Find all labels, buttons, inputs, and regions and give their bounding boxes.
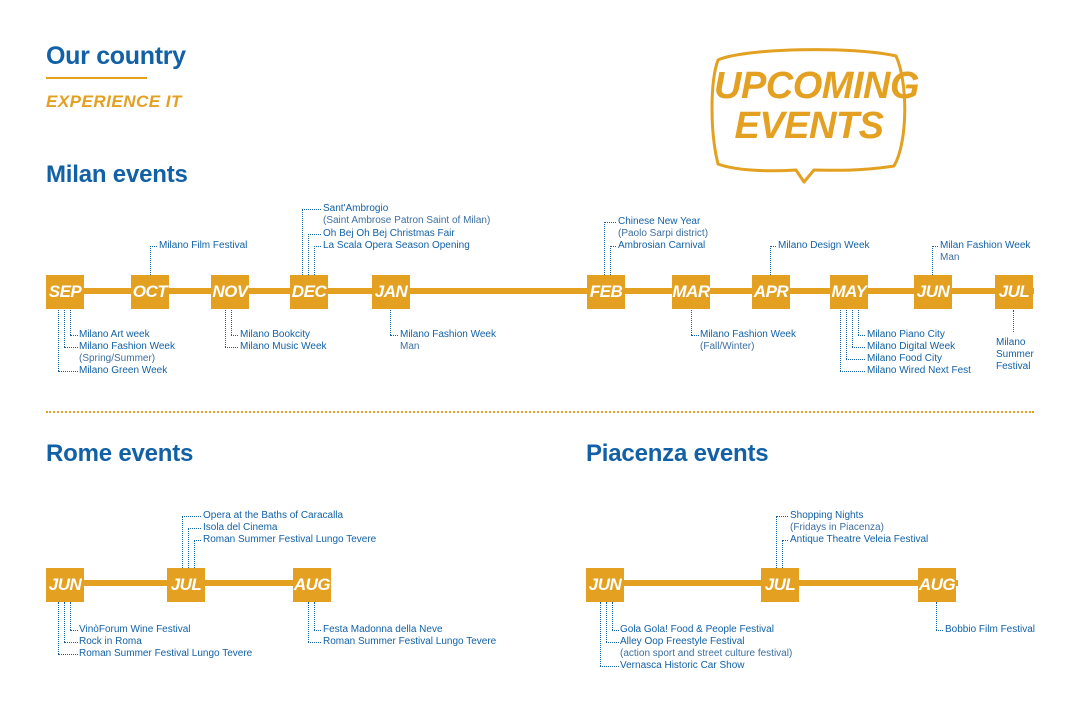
dotted-connector [231,310,232,335]
dotted-connector [610,246,611,275]
milan-month-may: MAY [830,275,868,309]
dotted-connector [314,630,321,631]
dotted-connector [610,246,616,247]
milan-month-jan: JAN [372,275,410,309]
milan-section-title: Milan events [46,161,188,188]
milan-month-jul: JUL [995,275,1033,309]
rome-jun-event: Roman Summer Festival Lungo Tevere [79,648,253,659]
dotted-connector [231,335,238,336]
rome-aug-event: Festa Madonna della Neve [323,624,443,635]
dotted-connector [604,222,605,275]
dotted-connector [604,222,616,223]
piacenza-month-jun: JUN [586,568,624,602]
dotted-connector [58,654,78,655]
rome-section-title: Rome events [46,440,194,467]
dotted-connector [150,246,157,247]
dotted-connector [150,246,151,275]
piacenza-jul-event: Shopping Nights [790,510,864,521]
milan-sep-event: Milano Green Week [79,365,168,376]
dotted-connector [194,540,195,568]
milan-mar-event: Milano Fashion Week [700,329,796,340]
dotted-connector [776,516,788,517]
dotted-connector [691,310,692,335]
dotted-connector [932,246,938,247]
dotted-connector [58,602,59,654]
milan-oct-event: Milano Film Festival [159,240,248,251]
dotted-connector [314,602,315,630]
upcoming-events-badge [714,65,919,147]
dotted-connector [302,209,321,210]
milan-month-sep: SEP [46,275,84,309]
dotted-connector [225,347,238,348]
milan-nov-event: Milano Music Week [240,341,327,352]
milan-feb-event: Chinese New Year [618,216,701,227]
dotted-connector [225,310,226,347]
dotted-connector [858,310,859,335]
rome-jul-event: Isola del Cinema [203,522,278,533]
milan-feb-event: Ambrosian Carnival [618,240,706,251]
dotted-connector [194,540,201,541]
milan-sep-event: Milano Fashion Week [79,341,175,352]
milan-month-mar: MAR [672,275,710,309]
piacenza-jun-event: Vernasca Historic Car Show [620,660,745,671]
rome-aug-event: Roman Summer Festival Lungo Tevere [323,636,497,647]
dotted-connector [936,602,937,630]
dotted-connector [858,335,865,336]
dotted-connector [612,630,619,631]
milan-jul-event: Summer [996,349,1034,360]
dotted-connector [58,371,78,372]
dotted-connector [600,666,619,667]
dotted-connector [70,310,71,335]
dotted-connector [182,516,201,517]
milan-month-dec: DEC [290,275,328,309]
milan-dec-event: La Scala Opera Season Opening [323,240,470,251]
rome-jun-event: VinòForum Wine Festival [79,624,191,635]
milan-dec-note: (Saint Ambrose Patron Saint of Milan) [323,215,491,226]
dotted-connector [64,310,65,347]
badge-line-1: UPCOMING [714,65,919,107]
dotted-connector [1013,310,1014,332]
piacenza-jul-note: (Fridays in Piacenza) [790,522,884,533]
page-subtitle: EXPERIENCE IT [46,92,182,111]
section-divider [46,411,1034,413]
dotted-connector [390,310,391,335]
milan-apr-event: Milano Design Week [778,240,870,251]
dotted-connector [314,246,321,247]
dotted-connector [852,347,865,348]
dotted-connector [840,310,841,371]
piacenza-jul-event: Antique Theatre Veleia Festival [790,534,929,545]
piacenza-month-aug: AUG [918,568,956,602]
dotted-connector [390,335,398,336]
milan-may-event: Milano Wired Next Fest [867,365,971,376]
dotted-connector [600,602,601,666]
piacenza-section-title: Piacenza events [586,440,769,467]
milan-may-event: Milano Digital Week [867,341,956,352]
piacenza-month-jul: JUL [761,568,799,602]
milan-jan-event: Milano Fashion Week [400,329,496,340]
milan-jul-event: Milano [996,337,1026,348]
dotted-connector [188,528,189,568]
milan-month-oct: OCT [131,275,169,309]
milan-sep-event: Milano Art week [79,329,150,340]
dotted-connector [770,246,776,247]
milan-month-nov: NOV [211,275,249,309]
dotted-connector [70,602,71,630]
piacenza-jun-note: (action sport and street culture festival) [620,648,793,659]
milan-month-apr: APR [752,275,790,309]
dotted-connector [840,371,865,372]
dotted-connector [302,209,303,275]
dotted-connector [852,310,853,347]
dotted-connector [846,359,865,360]
dotted-connector [606,602,607,642]
rome-month-aug: AUG [293,568,331,602]
rome-jun-event: Rock in Roma [79,636,142,647]
dotted-connector [308,234,309,275]
milan-may-event: Milano Food City [867,353,943,364]
milan-mar-note: (Fall/Winter) [700,341,755,352]
dotted-connector [58,310,59,371]
dotted-connector [932,246,933,275]
title-underline [46,77,147,79]
page-title: Our country [46,42,186,70]
dotted-connector [846,310,847,359]
dotted-connector [182,516,183,568]
milan-may-event: Milano Piano City [867,329,945,340]
milan-jun-event: Milan Fashion Week [940,240,1031,251]
dotted-connector [308,602,309,642]
dotted-connector [782,540,788,541]
dotted-connector [188,528,201,529]
piacenza-jun-event: Alley Oop Freestyle Festival [620,636,745,647]
milan-timeline-bar [46,288,1034,294]
milan-dec-event: Oh Bej Oh Bej Christmas Fair [323,228,455,239]
milan-feb-note: (Paolo Sarpi district) [618,228,709,239]
rome-jul-event: Opera at the Baths of Caracalla [203,510,344,521]
dotted-connector [612,602,613,630]
milan-nov-event: Milano Bookcity [240,329,311,340]
rome-month-jul: JUL [167,568,205,602]
dotted-connector [308,234,321,235]
rome-month-jun: JUN [46,568,84,602]
dotted-connector [936,630,943,631]
dotted-connector [70,630,78,631]
dotted-connector [70,335,78,336]
dotted-connector [64,602,65,642]
dotted-connector [782,540,783,568]
milan-jul-event: Festival [996,361,1031,372]
milan-jun-note: Man [940,252,960,263]
dotted-connector [64,347,78,348]
dotted-connector [606,642,619,643]
milan-jan-note: Man [400,341,420,352]
dotted-connector [691,335,699,336]
milan-dec-event: Sant'Ambrogio [323,203,389,214]
dotted-connector [64,642,78,643]
dotted-connector [308,642,321,643]
piacenza-aug-event: Bobbio Film Festival [945,624,1036,635]
rome-jul-event: Roman Summer Festival Lungo Tevere [203,534,377,545]
piacenza-jun-event: Gola Gola! Food & People Festival [620,624,774,635]
milan-month-jun: JUN [914,275,952,309]
dotted-connector [770,246,771,275]
milan-sep-note: (Spring/Summer) [79,353,156,364]
dotted-connector [776,516,777,568]
milan-month-feb: FEB [587,275,625,309]
dotted-connector [314,246,315,275]
badge-line-2: EVENTS [734,105,884,147]
